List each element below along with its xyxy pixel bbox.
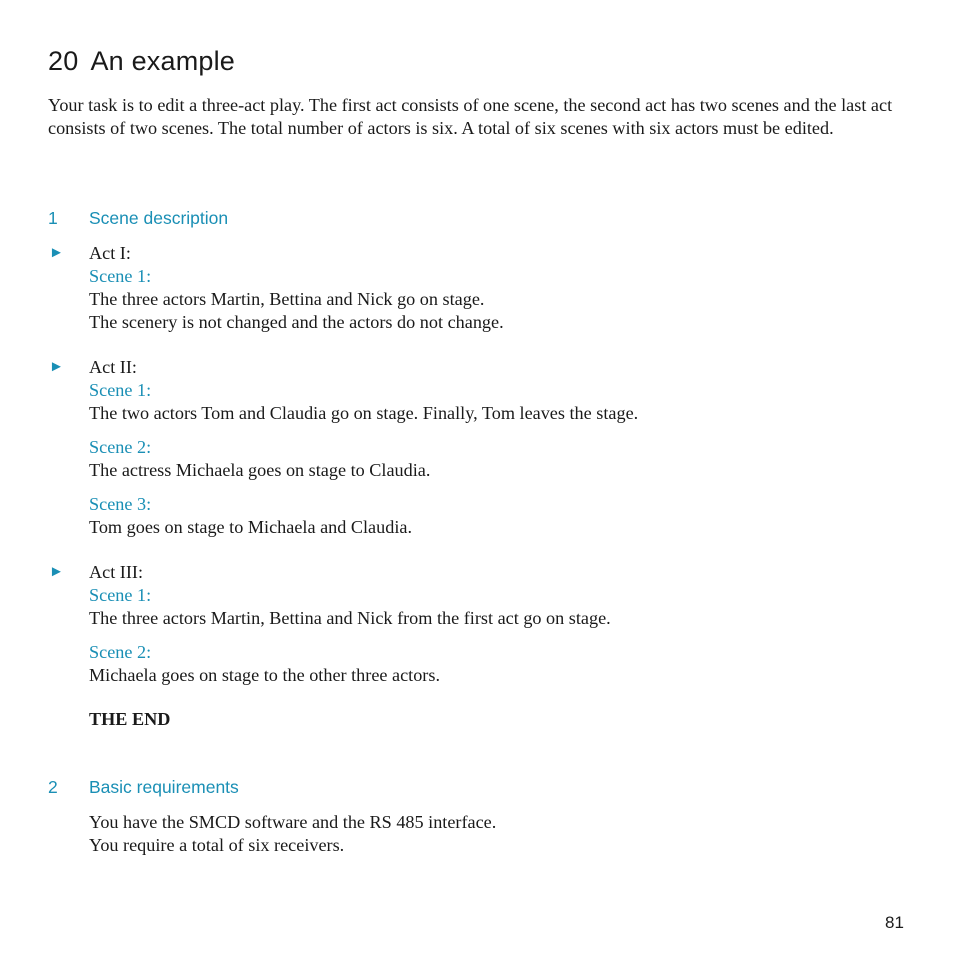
bullet-arrow-icon: ► bbox=[49, 564, 64, 580]
section-number: 2 bbox=[48, 777, 58, 797]
act-label: Act II: bbox=[89, 357, 137, 377]
section-title: Scene description bbox=[89, 208, 229, 228]
scene-label: Scene 2: bbox=[89, 437, 152, 457]
scene-text: The three actors Martin, Bettina and Nick go on stage. bbox=[89, 289, 485, 309]
bullet-arrow-icon: ► bbox=[49, 245, 64, 261]
act-label: Act III: bbox=[89, 562, 144, 582]
page-number: 81 bbox=[885, 913, 904, 932]
scene-label: Scene 2: bbox=[89, 642, 152, 662]
scene-text: The scenery is not changed and the actors do not change. bbox=[89, 312, 504, 332]
chapter-title: An example bbox=[90, 46, 236, 76]
chapter-heading bbox=[48, 46, 235, 77]
scene-text: Tom goes on stage to Michaela and Claudia. bbox=[89, 517, 412, 537]
scene-label: Scene 1: bbox=[89, 266, 152, 286]
scene-label: Scene 1: bbox=[89, 380, 152, 400]
act-label: Act I: bbox=[89, 243, 131, 263]
scene-label: Scene 3: bbox=[89, 494, 152, 514]
intro-paragraph: Your task is to edit a three-act play. The first act consists of one scene, the second act has two scenes and the last act consists of two scenes. The total number of actors is six. A total of six scenes with six actors must be edited. bbox=[48, 95, 893, 138]
scene-text: Michaela goes on stage to the other three actors. bbox=[89, 665, 440, 685]
scene-text: The three actors Martin, Bettina and Nick from the first act go on stage. bbox=[89, 608, 611, 628]
scene-label: Scene 1: bbox=[89, 585, 152, 605]
section-heading-scene-description bbox=[48, 208, 228, 229]
the-end-label: THE END bbox=[89, 709, 171, 729]
section-number: 1 bbox=[48, 208, 58, 228]
bullet-arrow-icon: ► bbox=[49, 359, 64, 375]
requirement-line: You have the SMCD software and the RS 485 interface. bbox=[89, 812, 497, 832]
section-title: Basic requirements bbox=[89, 777, 239, 797]
scene-text: The actress Michaela goes on stage to Claudia. bbox=[89, 460, 431, 480]
chapter-number: 20 bbox=[48, 46, 79, 76]
requirement-line: You require a total of six receivers. bbox=[89, 835, 345, 855]
scene-text: The two actors Tom and Claudia go on stage. Finally, Tom leaves the stage. bbox=[89, 403, 639, 423]
section-heading-basic-requirements bbox=[48, 777, 239, 798]
